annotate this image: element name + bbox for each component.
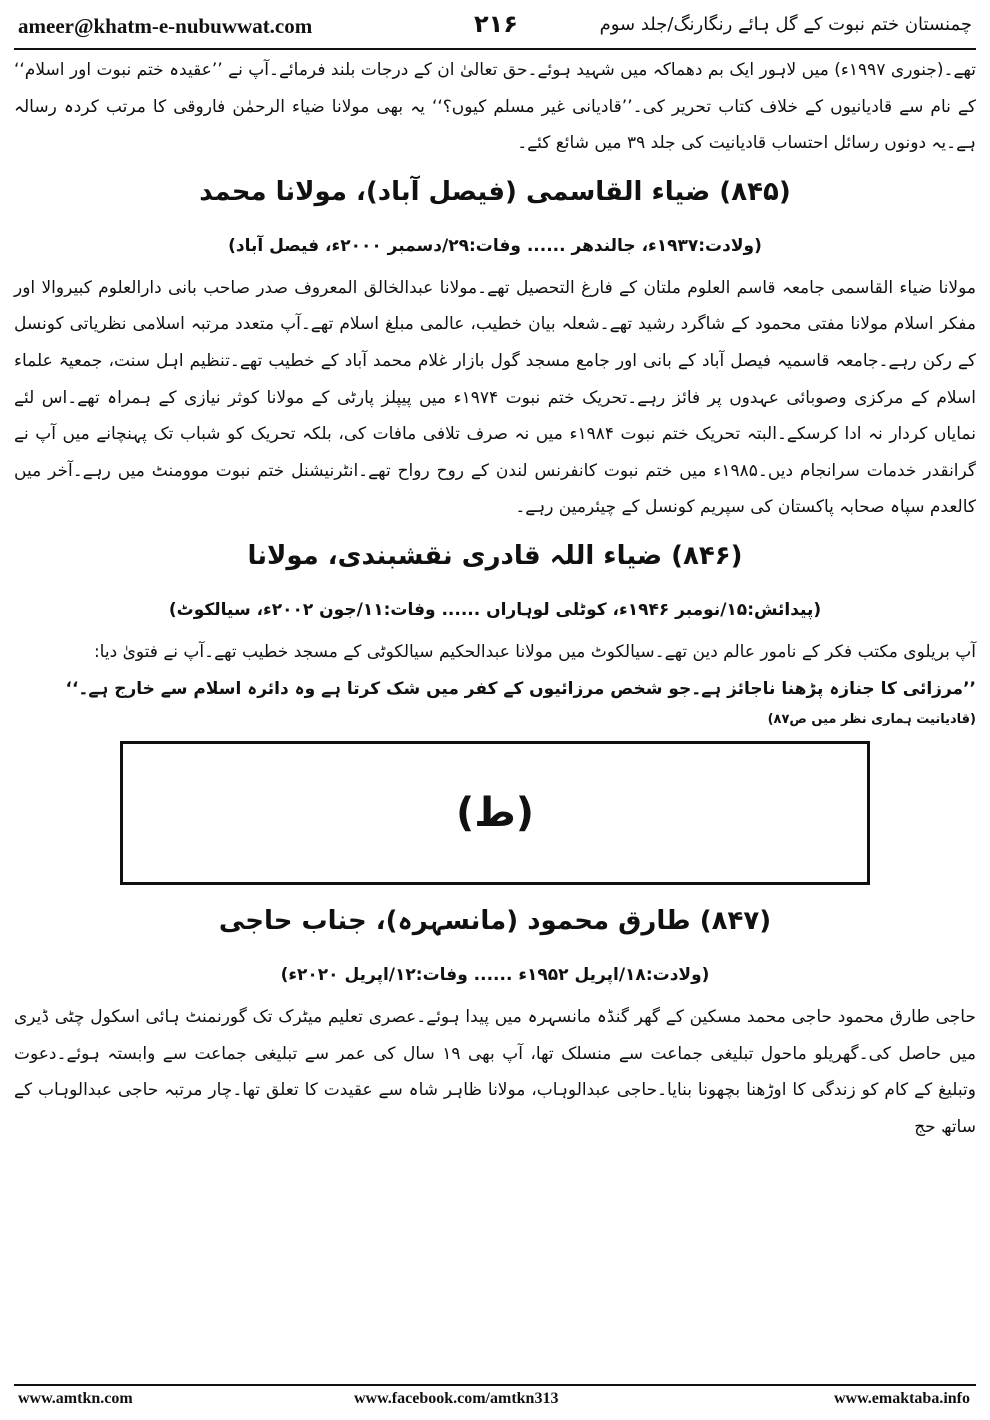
header-rule bbox=[14, 48, 976, 50]
entry-845-body: مولانا ضیاء القاسمی جامعہ قاسم العلوم ملتان کے فارغ التحصیل تھے۔مولانا عبدالخالق المعروف صدر صاحب بانی دارالعلوم کبیروالا اور مفکر اسلام مولانا مفتی محمود کے شاگرد رشید تھے۔شعلہ بیان خطیب، عالمی مبلغ اسلام تھے۔آپ متعدد مرتبہ اسلامی نظریاتی کونسل کے رکن رہے۔جامعہ قاسمیہ فیصل آباد کے بانی اور جامع مسجد گول بازار غلام محمد آباد کے خطیب تھے۔تنظیم اہل سنت، جمعیۃ علماء اسلام کے مرکزی وصوبائی عہدوں پر فائز رہے۔تحریک ختم نبوت ۱۹۷۴ء میں پیپلز پارٹی کے مولانا کوثر نیازی کے ہمراہ تھے۔اس لئے نمایاں کردار نہ ادا کرسکے۔البتہ تحریک ختم نبوت ۱۹۸۴ء میں نہ صرف تلافی مافات کی، بلکہ تحریک کو شباب تک پہنچانے میں آپ نے گرانقدر خدمات سرانجام دیں۔۱۹۸۵ء میں ختم نبوت کانفرنس لندن کے روح رواح تھے۔انٹرنیشنل ختم نبوت موومنٹ میں رہے۔آخر میں کالعدم سپاہ صحابہ پاکستان کی سپریم کونسل کے چیئرمین رہے۔ bbox=[14, 277, 976, 518]
entry-846-quote: ’’مرزائی کا جنازہ پڑھنا ناجائز ہے۔جو شخص مرزائیوں کے کفر میں شک کرتا ہے وہ دائرہ اسلام سے خارج ہے۔‘‘ bbox=[65, 678, 976, 699]
entry-845-dates: (ولادت:۱۹۳۷ء، جالندھر ...... وفات:۲۹/دسمبر ۲۰۰۰ء، فیصل آباد) bbox=[228, 235, 762, 256]
section-divider-box bbox=[120, 741, 870, 885]
page-header bbox=[14, 8, 976, 48]
footer-link-amtkn[interactable]: www.amtkn.com bbox=[18, 1390, 133, 1407]
footer-rule bbox=[14, 1384, 976, 1386]
book-title: چمنستان ختم نبوت کے گل ہائے رنگارنگ/جلد سوم bbox=[599, 14, 972, 35]
section-letter: (ط) bbox=[455, 790, 535, 837]
entry-845-heading: (۸۴۵) ضیاء القاسمی (فیصل آباد)، مولانا محمد bbox=[199, 176, 791, 207]
entry-847-heading: (۸۴۷) طارق محمود (مانسہرہ)، جناب حاجی bbox=[218, 906, 772, 937]
entry-846-heading: (۸۴۶) ضیاء اللہ قادری نقشبندی، مولانا bbox=[247, 540, 743, 571]
page-content bbox=[14, 52, 976, 1146]
page-footer bbox=[14, 1390, 976, 1414]
footer-link-facebook[interactable]: www.facebook.com/amtkn313 bbox=[354, 1390, 559, 1407]
entry-847-body: حاجی طارق محمود حاجی محمد مسکین کے گھر گنڈہ مانسہرہ میں پیدا ہوئے۔عصری تعلیم میٹرک تک گورنمنٹ ہائی اسکول چٹی ڈیری میں حاصل کی۔گھریلو ماحول تبلیغی جماعت سے منسلک تھا، آپ بھی ۱۹ سال کی عمر سے تبلیغی جماعت سے وابستہ ہوئے۔دعوت وتبلیغ کے کام کو زندگی کا اوڑھنا بچھونا بنایا۔حاجی عبدالوہاب، مولانا ظاہر شاہ سے عقیدت کا تعلق تھا۔چار مرتبہ حاجی عبدالوہاب کے ساتھ حج bbox=[14, 1007, 976, 1137]
header-email[interactable]: ameer@khatm-e-nubuwwat.com bbox=[18, 14, 313, 38]
entry-847-dates: (ولادت:۱۸/اپریل ۱۹۵۲ء ...... وفات:۱۲/اپریل ۲۰۲۰ء) bbox=[280, 965, 710, 986]
intro-paragraph: تھے۔(جنوری ۱۹۹۷ء) میں لاہور ایک بم دھماکہ میں شہید ہوئے۔حق تعالیٰ ان کے درجات بلند فرمائے۔آپ نے ’’عقیدہ ختم نبوت اور اسلام‘‘ کے نام سے قادیانیوں کے خلاف کتاب تحریر کی۔’’قادیانی غیر مسلم کیوں؟‘‘ یہ بھی مولانا ضیاء الرحمٰن فاروقی کا مرتب کردہ رسالہ ہے۔یہ دونوں رسائل احتساب قادیانیت کی جلد ۳۹ میں شائع کئے۔ bbox=[14, 60, 976, 154]
entry-846-citation: (قادیانیت ہماری نظر میں ص۸۷) bbox=[767, 712, 976, 728]
page-number: ۲۱۶ bbox=[474, 10, 518, 38]
entry-846-body: آپ بریلوی مکتب فکر کے نامور عالم دین تھے۔سیالکوٹ میں مولانا عبدالحکیم سیالکوٹی کے مسجد خطیب تھے۔آپ نے فتویٰ دیا: bbox=[93, 641, 976, 662]
footer-link-emaktaba[interactable]: www.emaktaba.info bbox=[833, 1390, 970, 1407]
entry-846-dates: (پیدائش:۱۵/نومبر ۱۹۴۶ء، کوٹلی لوہاراں ...... وفات:۱۱/جون ۲۰۰۲ء، سیالکوٹ) bbox=[168, 599, 822, 620]
